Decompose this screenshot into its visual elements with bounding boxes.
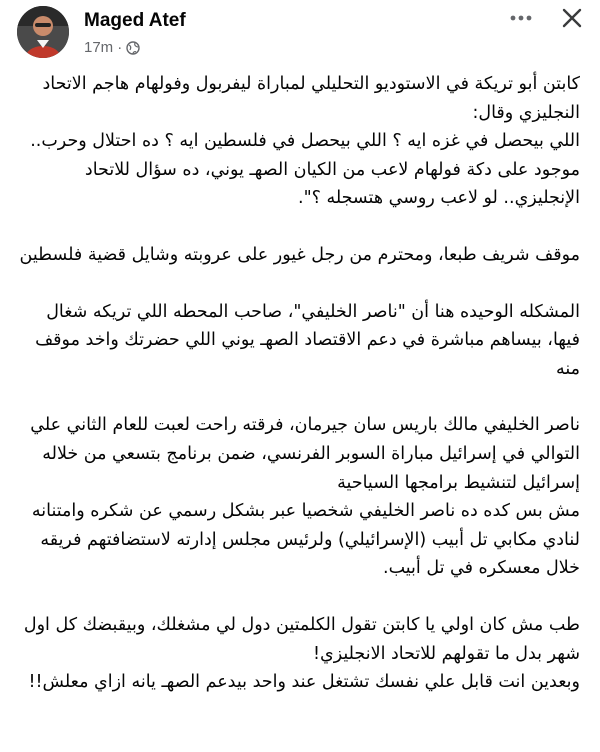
post-paragraph-2: اللي بيحصل في غزه ايه ؟ اللي بيحصل في فلسطين ايه ؟ ده احتلال وحرب.. موجود على دكة فولهام لاعب من الكيان الصهـ يوني، ده سؤال للاتحاد الإنجليزي.. لو لاعب روسي هتسجله ؟". (30, 131, 580, 209)
post-header (0, 0, 600, 66)
post-paragraph-4: المشكله الوحيده هنا أن "ناصر الخليفي"، صاحب المحطه اللي تريكه شغال فيها، بيساهم مباشرة في دعم الاقتصاد الصهـ يوني اللي حضرتك واخد موقف منه (35, 301, 580, 379)
more-options-icon (509, 14, 533, 22)
paragraph-gap (14, 213, 580, 241)
close-icon (561, 7, 583, 29)
post-paragraph-3: موقف شريف طبعا، ومحترم من رجل غيور على عروبته وشايل قضية فلسطين (19, 244, 580, 265)
paragraph-gap (14, 270, 580, 298)
avatar[interactable] (17, 6, 69, 58)
paragraph-gap (14, 383, 580, 411)
post-paragraph-1: كابتن أبو تريكة في الاستوديو التحليلي لمباراة ليفربول وفولهام هاجم الاتحاد النجليزي وقال: (42, 74, 580, 123)
more-options-button[interactable] (506, 6, 536, 30)
post-meta (84, 39, 140, 56)
post-paragraph-8: وبعدين انت قابل علي نفسك تشتغل عند واحد بيدعم الصهـ يانه ازاي معلش!! (28, 672, 580, 693)
post-paragraph-6: مش بس كده ده ناصر الخليفي شخصيا عبر بشكل رسمي عن شكره وامتنانه لنادي مكابي تل أبيب (الإسرائيلي) ولرئيس مجلس إدارته لاستضافتهم فريقه خلال معسكره في تل أبيب. (31, 501, 580, 579)
post-time[interactable]: 17m (84, 39, 114, 56)
author-name[interactable]: Maged Atef (84, 10, 186, 31)
post-paragraph-5: ناصر الخليفي مالك باريس سان جيرمان، فرقته راحت لعبت للعام الثاني علي التوالي في إسرائيل مباراة السوبر الفرنسي، ضمن برنامج بتسعي من خلاله إسرائيل لتنشيط برامجها السياحية (30, 415, 580, 493)
paragraph-gap (14, 583, 580, 611)
avatar-image (17, 6, 69, 58)
globe-icon (126, 41, 140, 55)
post-paragraph-7: طب مش كان اولي يا كابتن تقول الكلمتين دول لي مشغلك، وبيقبضك كل اول شهر بدل ما تقولهم للاتحاد الانجليزي! (23, 614, 580, 664)
post-text (14, 70, 580, 697)
meta-separator: · (117, 39, 123, 56)
close-button[interactable] (558, 4, 586, 32)
